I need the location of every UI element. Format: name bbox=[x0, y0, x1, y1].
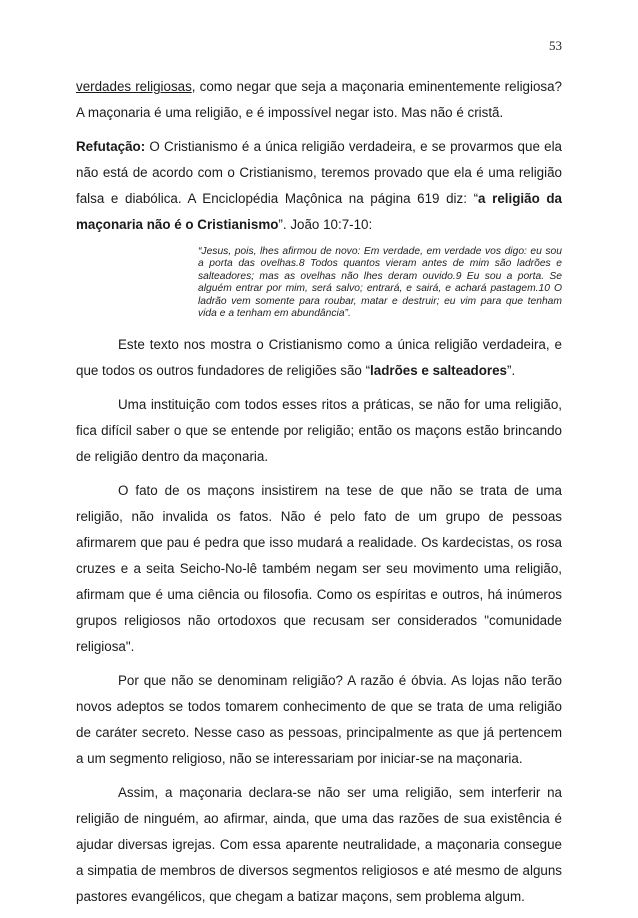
refutacao-label: Refutação: bbox=[76, 139, 146, 154]
paragraph-3-text-2: ”. bbox=[507, 363, 516, 379]
paragraph-refutacao bbox=[76, 134, 562, 238]
paragraph-7: Assim, a maçonaria declara-se não ser uma religião, sem interferir na religião de ninguém, ao afirmar, ainda, que uma das razões de sua existência é ajudar diversas igrejas. Com essa aparente neutralidade, a maçonaria consegue a simpatia de membros de diversos segmentos religiosos e até mesmo de alguns pastores evangélicos, que chegam a batizar maçons, sem problema algum. bbox=[76, 785, 562, 905]
refutacao-text-2: ”. João 10:7-10: bbox=[278, 217, 373, 232]
refutacao-text-1: O Cristianismo é a única religião verdadeira, e se provarmos que ela não está de acordo com o Cristianismo, teremos provado que ela é uma religião falsa e diabólica. A Enciclopédia Maçônica na página 619 diz: “ bbox=[76, 139, 562, 206]
paragraph-3-bold: ladrões e salteadores bbox=[370, 363, 508, 379]
paragraph-5: O fato de os maçons insistirem na tese de que não se trata de uma religião, não invalida os fatos. Não é pelo fato de um grupo de pessoas afirmarem que pau é pedra que isso mudará a realidade. Os kardecistas, os rosa cruzes e a seita Seicho-No-lê também negam ser seu movimento uma religião, afirmam que é uma ciência ou filosofia. Como os espíritas e outros, há inúmeros grupos religiosos não ortodoxos que recusam ser considerados "comunidade religiosa". bbox=[76, 483, 562, 655]
paragraph-3-text-1: Este texto nos mostra o Cristianismo como a única religião verdadeira, e que todos os outros fundadores de religiões são “ bbox=[76, 337, 562, 379]
page-number: 53 bbox=[549, 38, 562, 53]
paragraph-1 bbox=[76, 74, 562, 126]
paragraph-6: Por que não se denominam religião? A razão é óbvia. As lojas não terão novos adeptos se todos tomarem conhecimento de que se trata de uma religião de caráter secreto. Nesse caso as pessoas, principalmente as que já pertencem a um segmento religioso, não se interessariam por iniciar-se na maçonaria. bbox=[76, 673, 562, 767]
paragraph-4: Uma instituição com todos esses ritos a práticas, se não for uma religião, fica difícil saber o que se entende por religião; então os maçons estão brincando de religião dentro da maçonaria. bbox=[76, 397, 562, 465]
bible-quote: “Jesus, pois, lhes afirmou de novo: Em verdade, em verdade vos digo: eu sou a porta das ovelhas.8 Todos quantos vieram antes de mim são ladrões e salteadores; mas as ovelhas não lhes deram ouvido.9 Eu sou a porta. Se alguém entrar por mim, será salvo; entrará, e sairá, e achará pastagem.10 O ladrão vem somente para roubar, matar e destruir; eu vim para que tenham vida e a tenham em abundância”. bbox=[198, 246, 562, 320]
refutacao-bold-quote: a religião da maçonaria não é o Cristianismo bbox=[76, 191, 563, 232]
paragraph-3 bbox=[76, 332, 562, 384]
paragraph-1-text: , como negar que seja a maçonaria eminentemente religiosa? A maçonaria é uma religião, e é impossível negar isto. Mas não é cristã. bbox=[76, 79, 562, 120]
document-body bbox=[76, 74, 562, 918]
underlined-phrase: verdades religiosas bbox=[76, 79, 192, 94]
